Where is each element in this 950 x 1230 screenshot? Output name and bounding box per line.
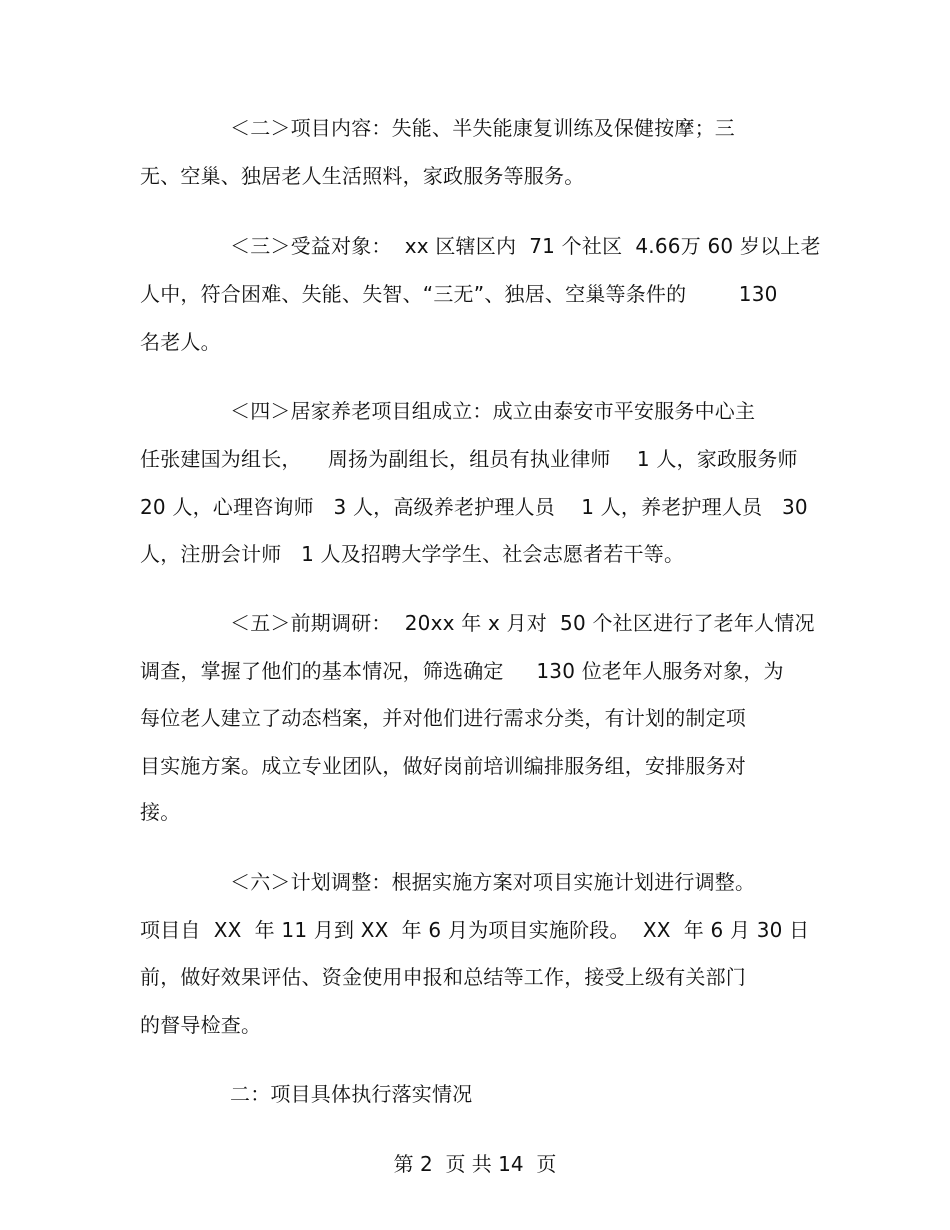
paragraph-6-line-3: 前，做好效果评估、资金使用申报和总结等工作，接受上级有关部门 — [140, 965, 746, 989]
paragraph-3-line-3: 名老人。 — [140, 330, 221, 354]
paragraph-5-line-3: 每位老人建立了动态档案，并对他们进行需求分类，有计划的制定项 — [140, 706, 746, 730]
paragraph-5-line-5: 接。 — [140, 800, 181, 824]
paragraph-3-line-2: 人中，符合困难、失能、失智、“三无”、独居、空巢等条件的 130 — [140, 282, 778, 306]
paragraph-6-line-2: 项目自 XX 年 11 月到 XX 年 6 月为项目实施阶段。 XX 年 6 月 30 日 — [140, 918, 810, 942]
section-heading: 二：项目具体执行落实情况 — [230, 1082, 473, 1106]
paragraph-2-line-1: ＜二＞项目内容：失能、半失能康复训练及保健按摩；三 — [230, 116, 735, 140]
page-number-footer: 第 2 页 共 14 页 — [393, 1152, 557, 1176]
paragraph-2-line-2: 无、空巢、独居老人生活照料，家政服务等服务。 — [140, 164, 585, 188]
paragraph-4-line-3: 20 人，心理咨询师 3 人，高级养老护理人员 1 人，养老护理人员 30 — [140, 495, 808, 519]
paragraph-5-line-2: 调查，掌握了他们的基本情况，筛选确定 130 位老年人服务对象，为 — [140, 659, 784, 683]
paragraph-6-line-4: 的督导检查。 — [140, 1013, 262, 1037]
paragraph-5-line-4: 目实施方案。成立专业团队，做好岗前培训编排服务组，安排服务对 — [140, 754, 746, 778]
paragraph-4-line-2: 任张建国为组长， 周扬为副组长，组员有执业律师 1 人，家政服务师 — [140, 447, 798, 471]
paragraph-5-line-1: ＜五＞前期调研： 20xx 年 x 月对 50 个社区进行了老年人情况 — [230, 611, 815, 635]
paragraph-4-line-1: ＜四＞居家养老项目组成立：成立由泰安市平安服务中心主 — [230, 399, 756, 423]
paragraph-3-line-1: ＜三＞受益对象： xx 区辖区内 71 个社区 4.66万 60 岁以上老 — [230, 234, 821, 258]
paragraph-6-line-1: ＜六＞计划调整：根据实施方案对项目实施计划进行调整。 — [230, 870, 756, 894]
paragraph-4-line-4: 人，注册会计师 1 人及招聘大学学生、社会志愿者若干等。 — [140, 542, 685, 566]
